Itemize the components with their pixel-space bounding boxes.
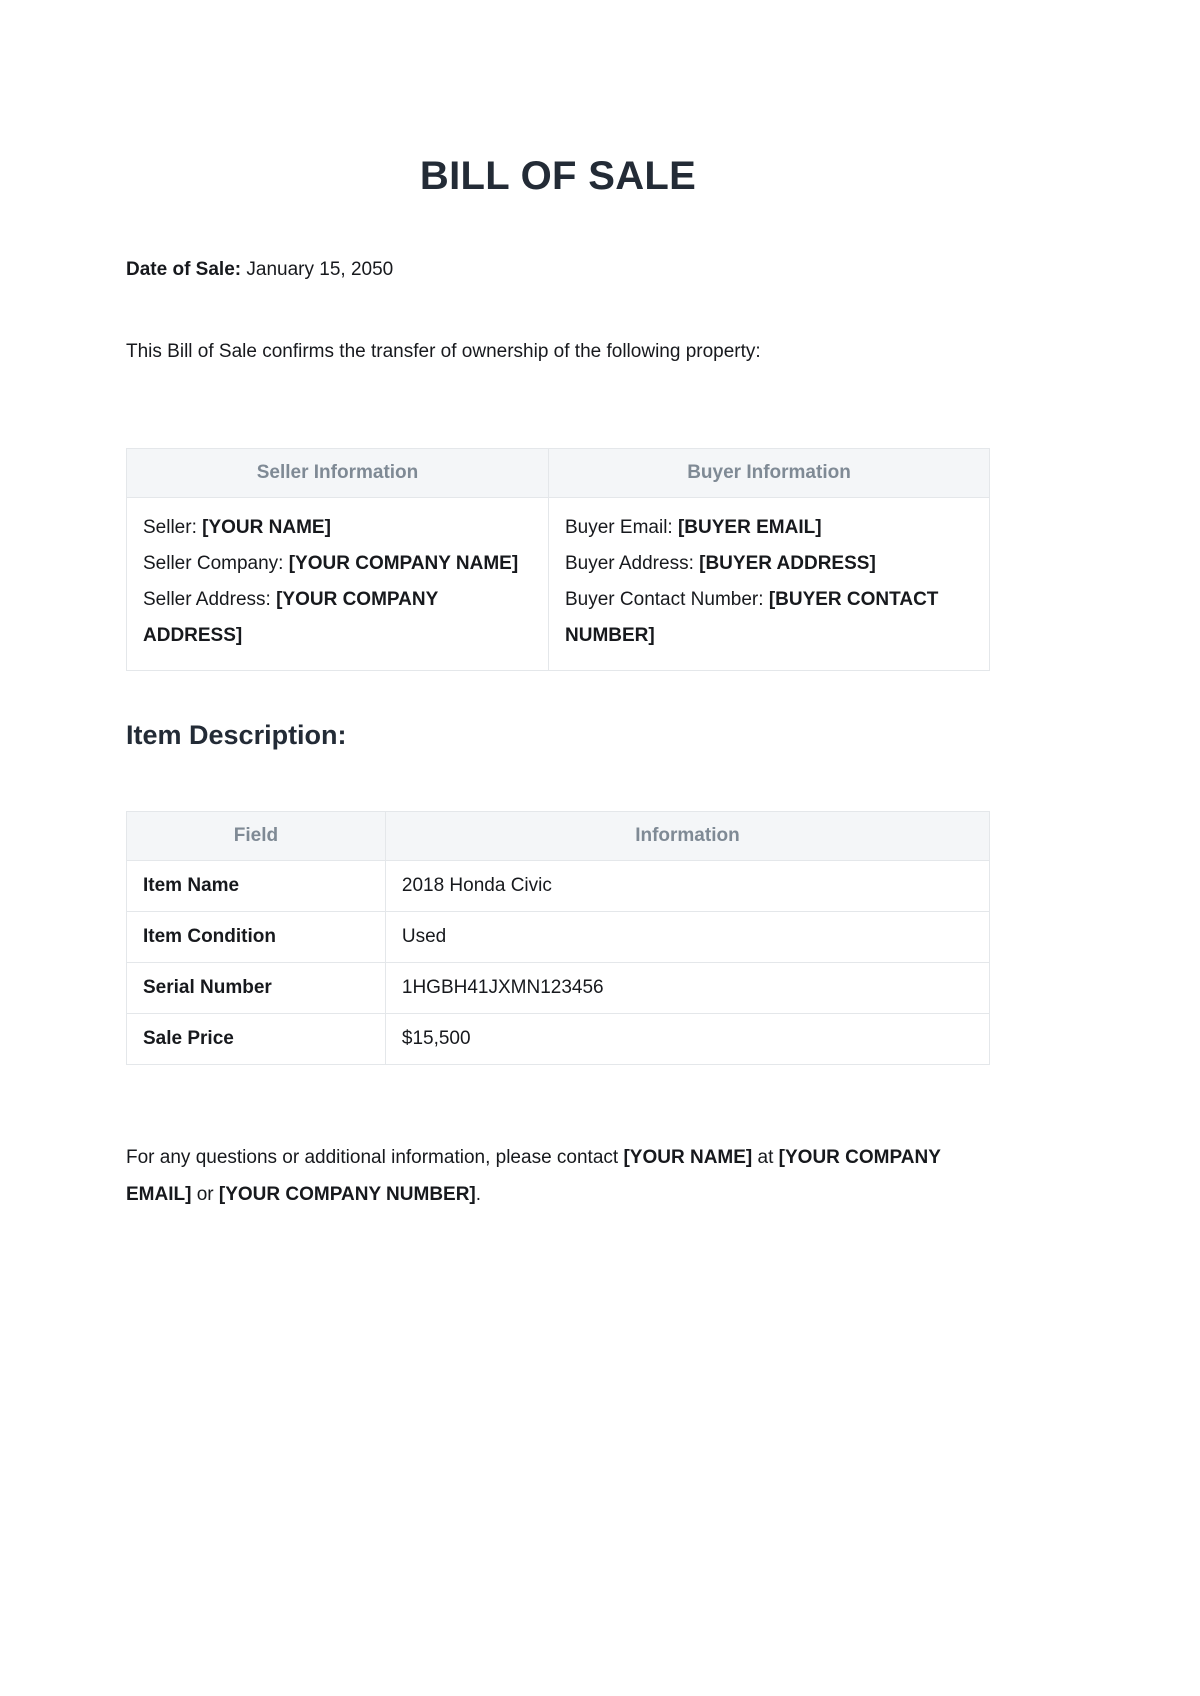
- seller-address-value: [YOUR COMPANY ADDRESS]: [143, 589, 438, 646]
- buyer-email-label: Buyer Email:: [565, 517, 673, 538]
- footer-contact-email: [YOUR COMPANY EMAIL]: [126, 1147, 941, 1205]
- buyer-address-line: [565, 553, 876, 574]
- buyer-email-value: [BUYER EMAIL]: [677, 517, 822, 538]
- item-name-field: Item Name: [127, 861, 386, 912]
- seller-name-label: Seller:: [143, 517, 197, 538]
- buyer-information-cell: [549, 498, 990, 671]
- table-row-serial-number: [127, 963, 990, 1014]
- date-of-sale-label: Date of Sale:: [126, 259, 242, 280]
- item-description-heading: Item Description:: [126, 720, 347, 750]
- contact-footer-paragraph: [126, 1139, 990, 1213]
- seller-address-label: Seller Address:: [143, 589, 271, 610]
- buyer-address-value: [BUYER ADDRESS]: [699, 553, 876, 574]
- footer-text-4: .: [475, 1184, 482, 1205]
- field-header: Field: [127, 812, 386, 861]
- table-row-item-condition: [127, 912, 990, 963]
- footer-text-1: For any questions or additional information, please contact: [126, 1147, 619, 1168]
- seller-address-line: [143, 589, 438, 646]
- buyer-contact-number-value: [BUYER CONTACT NUMBER]: [565, 589, 939, 646]
- parties-header-row: [127, 449, 990, 498]
- seller-name-line: [143, 517, 331, 538]
- seller-name-value: [YOUR NAME]: [202, 517, 331, 538]
- parties-body-row: [127, 498, 990, 671]
- parties-table: [126, 448, 990, 671]
- page-content: [126, 0, 990, 1213]
- footer-contact-name: [YOUR NAME]: [623, 1147, 753, 1168]
- seller-information-cell: [127, 498, 549, 671]
- buyer-contact-number-line: [565, 589, 938, 646]
- intro-paragraph: This Bill of Sale confirms the transfer of ownership of the following property:: [126, 341, 761, 362]
- item-description-table: [126, 811, 990, 1065]
- buyer-address-label: Buyer Address:: [565, 553, 694, 574]
- information-header: Information: [385, 812, 989, 861]
- seller-company-label: Seller Company:: [143, 553, 284, 574]
- footer-contact-number: [YOUR COMPANY NUMBER]: [218, 1184, 476, 1205]
- table-row-sale-price: [127, 1014, 990, 1065]
- seller-information-header: Seller Information: [127, 449, 549, 498]
- table-row-item-name: [127, 861, 990, 912]
- sale-price-field: Sale Price: [127, 1014, 386, 1065]
- buyer-information-header: Buyer Information: [549, 449, 990, 498]
- seller-company-line: [143, 553, 518, 574]
- item-condition-info: Used: [385, 912, 989, 963]
- document-title: BILL OF SALE: [419, 154, 697, 198]
- footer-text-2: at: [757, 1147, 774, 1168]
- buyer-email-line: [565, 517, 822, 538]
- item-condition-field: Item Condition: [127, 912, 386, 963]
- date-of-sale-value: January 15, 2050: [246, 259, 394, 280]
- buyer-contact-number-label: Buyer Contact Number:: [565, 589, 764, 610]
- seller-company-value: [YOUR COMPANY NAME]: [288, 553, 519, 574]
- item-name-info: 2018 Honda Civic: [385, 861, 989, 912]
- serial-number-info: 1HGBH41JXMN123456: [385, 963, 989, 1014]
- date-of-sale-line: [126, 256, 990, 284]
- sale-price-info: $15,500: [385, 1014, 989, 1065]
- serial-number-field: Serial Number: [127, 963, 386, 1014]
- item-table-header-row: [127, 812, 990, 861]
- footer-text-3: or: [196, 1184, 214, 1205]
